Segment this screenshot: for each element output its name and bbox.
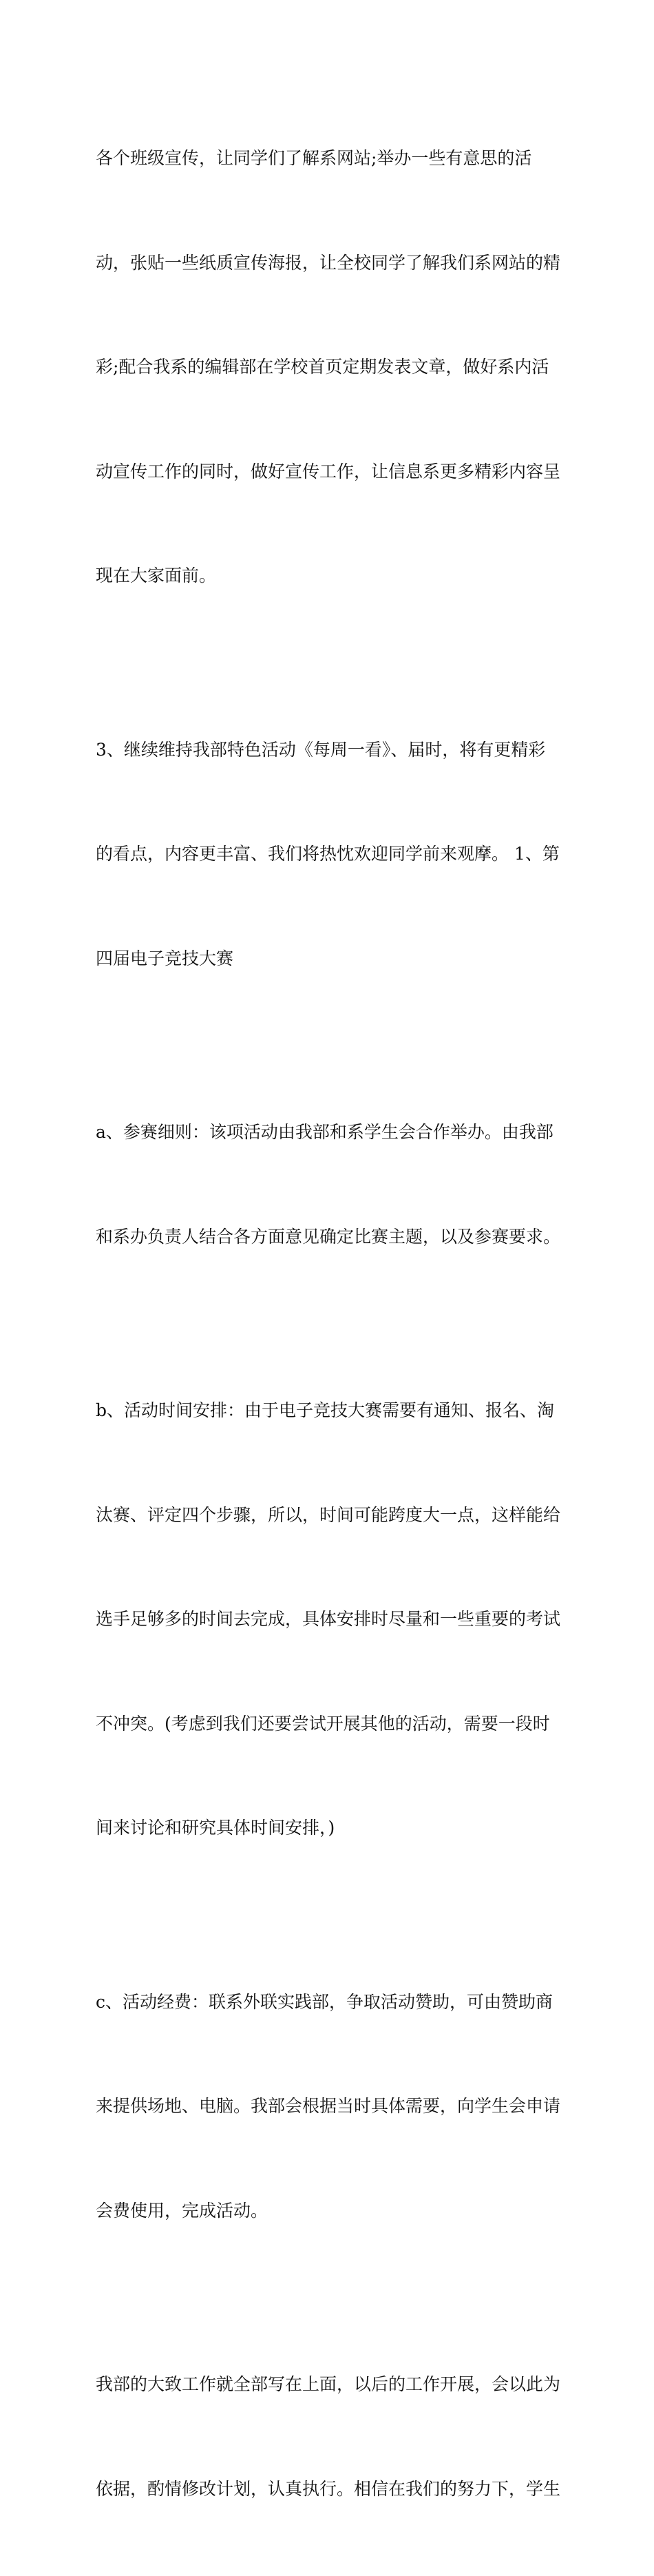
text-line: 我部的大致工作就全部写在上面，以后的工作开展，会以此为 — [96, 2374, 561, 2394]
text-line: 的看点，内容更丰富、我们将热忱欢迎同学前来观摩。 1、第 — [96, 844, 560, 864]
text-line: c、活动经费：联系外联实践部，争取活动赞助，可由赞助商 — [96, 1991, 553, 2012]
text-line: 汰赛、评定四个步骤，所以，时间可能跨度大一点，这样能给 — [96, 1504, 561, 1525]
text-line: 各个班级宣传，让同学们了解系网站;举办一些有意思的活 — [96, 148, 532, 168]
text-line: 动，张贴一些纸质宣传海报，让全校同学了解我们系网站的精 — [96, 252, 561, 273]
text-line: 会费使用，完成活动。 — [96, 2200, 268, 2221]
text-line: b、活动时间安排：由于电子竞技大赛需要有通知、报名、淘 — [96, 1400, 555, 1420]
paragraph-funding — [96, 1915, 561, 2298]
text-line: 来提供场地、电脑。我部会根据当时具体需要，向学生会申请 — [96, 2096, 561, 2116]
paragraph-website-promotion — [96, 72, 561, 663]
text-line: 不冲突。(考虑到我们还要尝试开展其他的活动，需要一段时 — [96, 1713, 550, 1734]
paragraph-conclusion — [96, 2298, 561, 2576]
text-line: 依据，酌情修改计划，认真执行。相信在我们的努力下，学生 — [96, 2478, 561, 2499]
text-line: 选手足够多的时间去完成，具体安排时尽量和一些重要的考试 — [96, 1609, 561, 1629]
text-line: 3、继续维持我部特色活动《每周一看》、届时，将有更精彩 — [96, 739, 546, 760]
document-body — [96, 72, 561, 2576]
text-line: 间来讨论和研究具体时间安排，) — [96, 1818, 335, 1838]
paragraph-competition-rules — [96, 1046, 561, 1324]
paragraph-weekly-activity — [96, 663, 561, 1046]
text-line: 动宣传工作的同时，做好宣传工作，让信息系更多精彩内容呈 — [96, 461, 561, 481]
text-line: 四届电子竞技大赛 — [96, 948, 234, 968]
text-line: a、参赛细则：该项活动由我部和系学生会合作举办。由我部 — [96, 1122, 553, 1142]
text-line: 和系办负责人结合各方面意见确定比赛主题，以及参赛要求。 — [96, 1226, 561, 1247]
text-line: 现在大家面前。 — [96, 565, 217, 585]
paragraph-schedule — [96, 1324, 561, 1915]
text-line: 彩;配合我系的编辑部在学校首页定期发表文章，做好系内活 — [96, 357, 549, 377]
